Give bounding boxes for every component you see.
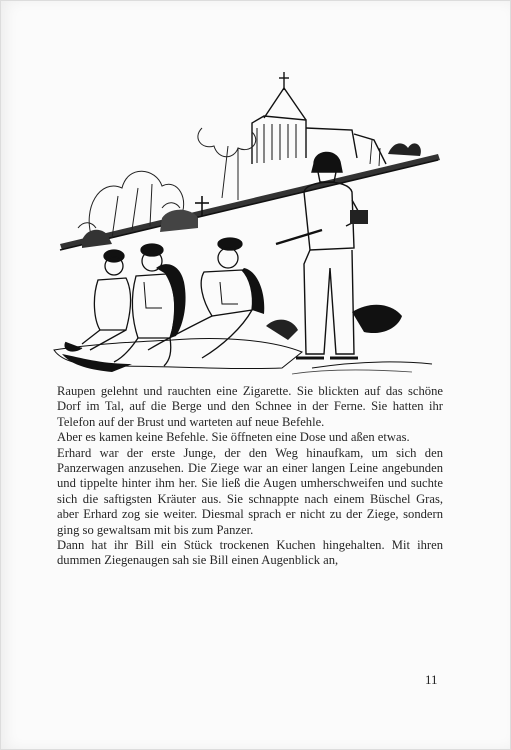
soldiers-illustration bbox=[52, 68, 447, 378]
church bbox=[252, 72, 386, 166]
paragraph: Erhard war der erste Junge, der den Weg hinaufkam, um sich den Panzerwagen anzusehen. Die Ziege war an einer langen Leine angebunden und tippelte hinter ihm her. Sie ließ die Augen umherschweifen und suchte sich die saftigsten Kräuter aus. Sie schnappte nach einem Büschel Gras, aber Erhard zog sie weiter. Diesmal sprach er nicht zu der Ziege, sondern ging so gewaltsam mit bis zum Panzer. bbox=[57, 445, 443, 537]
paragraph: Aber es kamen keine Befehle. Sie öffneten eine Dose und aßen etwas. bbox=[57, 430, 410, 445]
page-number: 11 bbox=[425, 672, 438, 687]
paragraph: Dann hat ihr Bill ein Stück trockenen Kuchen hingehalten. Mit ihren dummen Ziegenaugen sah sie Bill einen Augenblick an, bbox=[57, 538, 443, 568]
body-text bbox=[57, 384, 443, 569]
sitting-soldiers bbox=[65, 238, 252, 366]
paragraph: Raupen gelehnt und rauchten eine Zigarette. Sie blickten auf das schöne Dorf im Tal, auf die Berge und den Schnee in der Ferne. Sie hatten ihr Telefon auf der Brust und warteten auf neue Befehle. bbox=[57, 384, 443, 429]
